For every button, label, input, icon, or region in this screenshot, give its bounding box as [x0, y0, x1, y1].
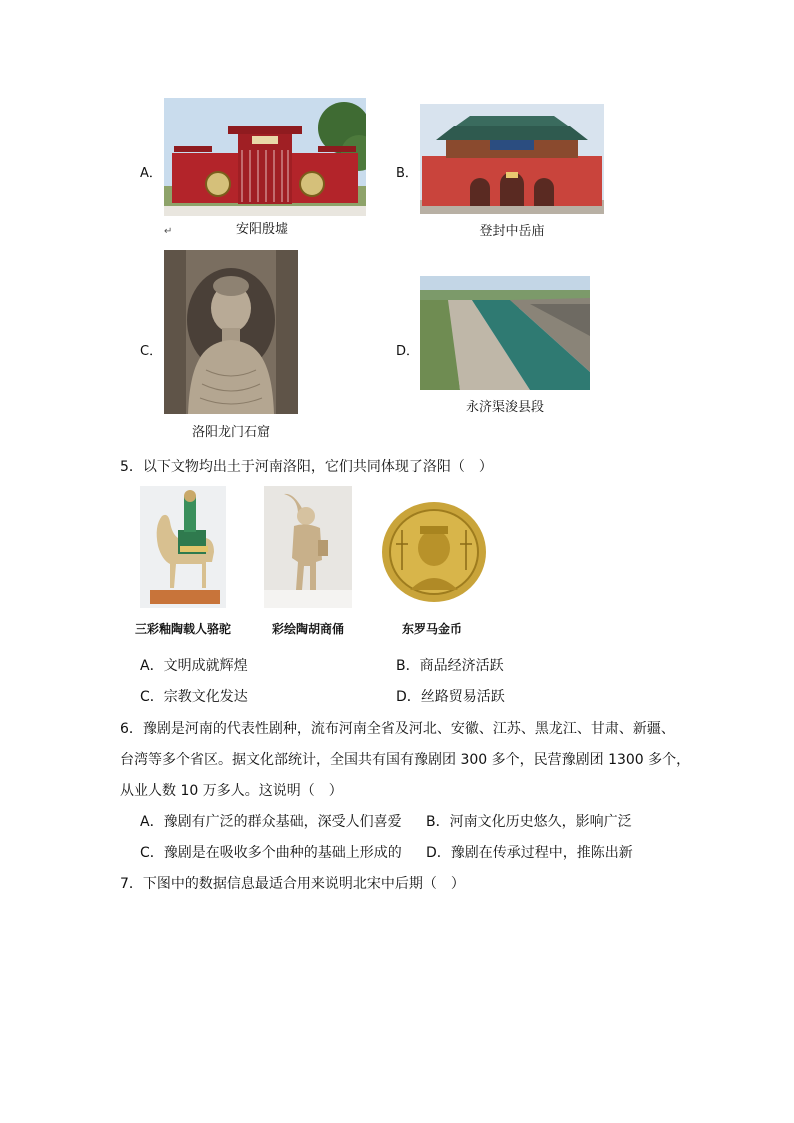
question-6-stem-line-3: 从业人数 10 万多人。这说明（ ）	[120, 783, 343, 799]
question-6-option-c: C．豫剧是在吸收多个曲种的基础上形成的	[140, 845, 402, 861]
option-d-letter: D．	[396, 344, 420, 359]
question-5-stem: 5．以下文物均出土于河南洛阳，它们共同体现了洛阳（ ）	[120, 459, 493, 475]
artifact-caption-coin: 东罗马金币	[401, 622, 462, 636]
artifact-caption-camel: 三彩釉陶载人骆驼	[134, 622, 231, 636]
question-5-option-a: A．文明成就辉煌	[140, 658, 248, 674]
option-a-caption: 安阳殷墟	[235, 222, 288, 237]
tricolor-camel-image	[140, 486, 226, 608]
question-6-stem-line-1: 6．豫剧是河南的代表性剧种，流布河南全省及河北、安徽、江苏、黑龙江、甘肃、新疆、	[120, 721, 675, 737]
option-b-caption: 登封中岳庙	[479, 224, 545, 239]
artifact-caption-figurine: 彩绘陶胡商俑	[271, 622, 344, 636]
dengfeng-zhongyue-temple-image	[420, 104, 604, 214]
question-5-option-d: D．丝路贸易活跃	[396, 689, 505, 705]
yongji-canal-image	[420, 276, 590, 390]
question-7-stem: 7．下图中的数据信息最适合用来说明北宋中后期（ ）	[120, 876, 465, 892]
option-c-letter: C．	[140, 344, 163, 359]
question-6-stem-line-2: 台湾等多个省区。据文化部统计，全国共有国有豫剧团 300 多个，民营豫剧团 1300 多个，	[120, 752, 691, 768]
option-d-caption: 永济渠浚县段	[465, 400, 544, 415]
question-6-option-b: B．河南文化历史悠久，影响广泛	[426, 814, 632, 830]
question-6-option-a: A．豫剧有广泛的群众基础，深受人们喜爱	[140, 814, 402, 830]
return-mark: ↵	[164, 226, 173, 237]
option-a-letter: A．	[140, 166, 162, 181]
question-5-option-c: C．宗教文化发达	[140, 689, 248, 705]
option-b-letter: B．	[396, 166, 418, 181]
question-6-option-d: D．豫剧在传承过程中，推陈出新	[426, 845, 633, 861]
painted-merchant-figurine-image	[264, 486, 352, 608]
option-c-caption: 洛阳龙门石窟	[191, 425, 270, 440]
byzantine-gold-coin-image	[380, 500, 488, 604]
anyang-yinxu-image	[164, 98, 366, 216]
question-5-option-b: B．商品经济活跃	[396, 658, 504, 674]
longmen-grottoes-buddha-image	[164, 250, 298, 414]
